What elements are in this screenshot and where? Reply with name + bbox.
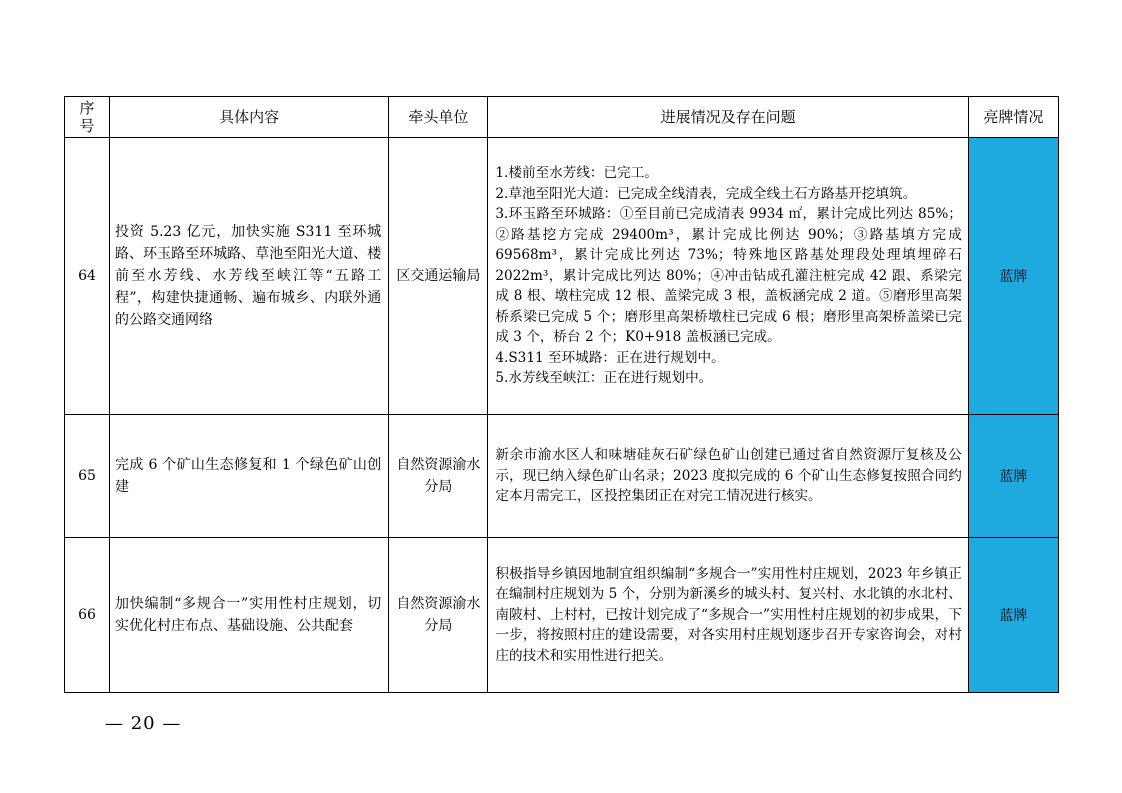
- progress-line: 3.环玉路至环城路：①至目前已完成清表 9934 ㎡，累计完成比列达 85%；②路基挖方完成 29400m³，累计完成比例达 90%；③路基填方完成 69568m³，累计完成比列达 73%；特殊地区路基处理段处理填埋碎石 2022m³，累计完成比列达 80%；④冲击钻成孔灌注桩完成 42 跟、系梁完成 8 根、墩柱完成 12 根、盖梁完成 3 根，盖板涵完成 2 道。⑤磨形里高架桥系梁已完成 5 个；磨形里高架桥墩柱已完成 6 根；磨形里高架桥盖梁已完成 3 个，桥台 2 个；K0+918 盖板涵已完成。: [495, 206, 962, 346]
- status-badge: 蓝牌: [968, 538, 1058, 693]
- table-header-row: [65, 97, 1059, 138]
- page-number: — 20 —: [105, 713, 182, 734]
- row-content: 投资 5.23 亿元，加快实施 S311 至环城路、环玉路至环城路、草池至阳光大道、楼前至水芳线、水芳线至峡江等“五路工程”，构建快捷通畅、遍布城乡、内联外通的公路交通网络: [110, 138, 389, 415]
- header-unit: 牵头单位: [389, 97, 488, 138]
- status-badge: 蓝牌: [968, 415, 1058, 538]
- row-content: 完成 6 个矿山生态修复和 1 个绿色矿山创建: [110, 415, 389, 538]
- progress-line: 2.草池至阳光大道：已完成全线清表，完成全线土石方路基开挖填筑。: [495, 185, 917, 202]
- header-progress: 进展情况及存在问题: [488, 97, 968, 138]
- status-badge: 蓝牌: [968, 138, 1058, 415]
- row-progress: [488, 415, 968, 538]
- progress-line: 新余市渝水区人和味塘硅灰石矿绿色矿山创建已通过省自然资源厅复核及公示，现已纳入绿色矿山名录；2023 度拟完成的 6 个矿山生态修复按照合同约定本月需完工，区投控集团正在对完工情况进行核实。: [495, 447, 962, 505]
- row-lead-unit: 自然资源渝水分局: [389, 538, 488, 693]
- row-content: 加快编制“多规合一”实用性村庄规划，切实优化村庄布点、基础设施、公共配套: [110, 538, 389, 693]
- header-status: 亮牌情况: [968, 97, 1058, 138]
- row-number: 66: [65, 538, 110, 693]
- table-row: [65, 138, 1059, 415]
- row-progress: [488, 138, 968, 415]
- progress-line: 1.楼前至水芳线：已完工。: [495, 165, 658, 182]
- header-content: 具体内容: [110, 97, 389, 138]
- progress-line: 5.水芳线至峡江：正在进行规划中。: [495, 370, 713, 387]
- header-num: 序号: [65, 97, 110, 138]
- progress-line: 积极指导乡镇因地制宜组织编制“多规合一”实用性村庄规划，2023 年乡镇正在编制村庄规划为 5 个，分别为新溪乡的城头村、复兴村、水北镇的水北村、南陂村、上村村，已按计划完成了“多规合一”实用性村庄规划的初步成果，下一步，将按照村庄的建设需要，对各实用村庄规划逐步召开专家咨询会，对村庄的技术和实用性进行把关。: [495, 565, 962, 664]
- row-lead-unit: 区交通运输局: [389, 138, 488, 415]
- progress-line: 4.S311 至环城路：正在进行规划中。: [495, 349, 725, 366]
- table-row: [65, 415, 1059, 538]
- row-number: 64: [65, 138, 110, 415]
- row-number: 65: [65, 415, 110, 538]
- progress-table: [64, 96, 1059, 693]
- row-lead-unit: 自然资源渝水分局: [389, 415, 488, 538]
- row-progress: [488, 538, 968, 693]
- table-row: [65, 538, 1059, 693]
